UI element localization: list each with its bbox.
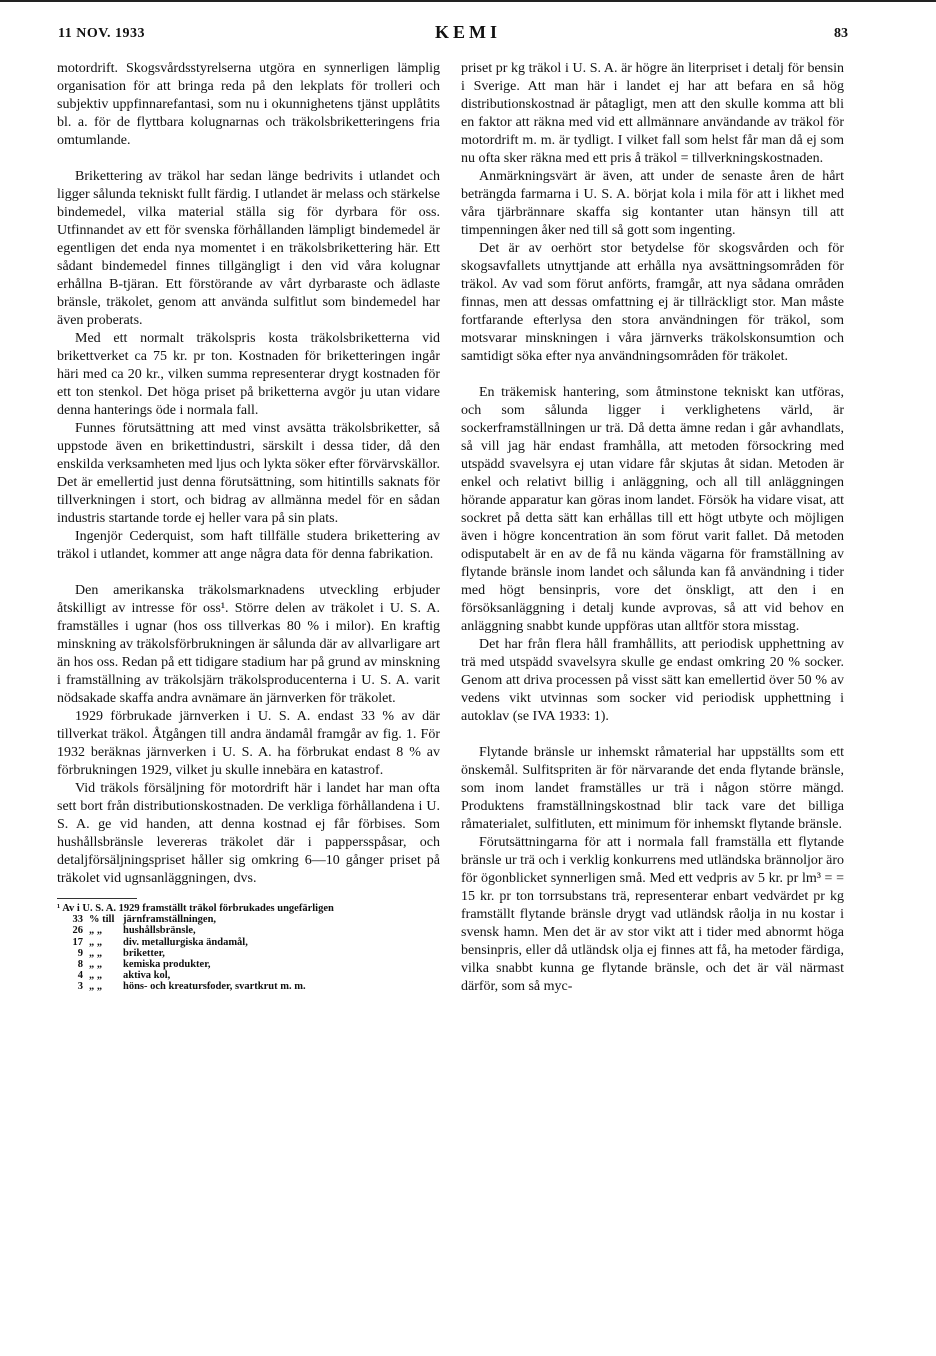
footnote-row: 26 „ „ hushållsbränsle,: [72, 925, 196, 937]
paragraph: Förutsättningarna för att i normala fall framställa ett flytande bränsle ur trä och i verklig konkurrens med utländska brännoljor äro för ögonblicket synnerligen små. Med ett vedpris av 5 kr. pr lm³ = = 15 kr. pr ton torrsubstans trä, representerar enbart vedvärdet pr kg framställt flytande bränsle drygt vad utländsk råolja in nu kostar i svensk hamn. Men det är av stor vikt att i tider med abnormt höga bensinpris, eller då utländsk olja ej finnes att få, ha metoder färdiga, vilka snabbt kunna ge flytande bränsle, och det är väl närmast därför, som så myc-: [461, 835, 844, 994]
footnote-list: [57, 914, 440, 992]
paragraph: priset pr kg träkol i U. S. A. är högre än literpriset i detalj för bensin i Sverige. Att man här i landet ej har att befara en så hög distributionskostnad är påtagligt, men att den skulle komma att bli en faktor att räkna med vid ett allmännare användande av träkol för motordrift m. m. är tydligt. I vilket fall som helst får man då ej som nu ofta sker räkna med ett pris å träkol = tillverkningskostnaden.: [461, 61, 844, 166]
footnote-intro: ¹ Av i U. S. A. 1929 framställt träkol förbrukades ungefärligen: [57, 903, 334, 914]
paragraph: Det har från flera håll framhållits, att periodisk upphettning av trä med utspädd svavelsyra skulle ge endast omkring 20 % socker. Genom att driva processen på visst sätt kan emellertid över 50 % av vedens vikt utvinnas som socker vid periodisk upphettning i autoklav (se IVA 1933: 1).: [461, 637, 844, 724]
paragraph: Funnes förutsättning att med vinst avsätta träkolsbriketter, så uppstode även en brikettindustri, särskilt i dessa tider, då den enskilda verksamheten med ljus och lykta söker efter förvärvskällor. Det är emellertid just denna förutsättning, som hitintills saknats för tillverkningen i stort, och bidrag av allmänna medel för en sådan industris startande torde ej heller vara på sin plats.: [57, 421, 440, 526]
paragraph: Anmärkningsvärt är även, att under de senaste åren de hårt beträngda farmarna i U. S. A. börjat kola i mila för att i likhet med våra tjärbrännare skaffa sig kontanter utan hänsyn till att timpenningen åker ned till så gott som ingenting.: [461, 169, 844, 238]
page-number: 83: [834, 26, 848, 41]
paragraph: Med ett normalt träkolspris kosta träkolsbriketterna vid brikettverket ca 75 kr. pr ton. Kostnaden för briketteringen ingår häri med ca 20 kr., vilken summa representerar drygt kostnaden för ett ton stenkol. Det höga priset på briketterna avgör ju utan vidare denna hanterings öde i normala fall.: [57, 331, 440, 418]
page-header: [0, 20, 936, 46]
paragraph: Den amerikanska träkolsmarknadens utveckling erbjuder åtskilligt av intresse för oss¹. Större delen av träkolet i U. S. A. framställes i ugnar (hos oss tillverkas 80 % i milor). En kraftig minskning av träkolsförbrukningen är sålunda där av allvarligare art än hos oss. Redan på ett tidigare stadium har på grund av minskning i framställning av träkolsjärn träkolsproducenterna i U. S. A. varit nödsakade skaffa andra avnämare än järnverken för träkolet.: [57, 583, 440, 706]
left-column: [57, 60, 440, 993]
footnote-row: 4 „ „ aktiva kol,: [77, 970, 171, 982]
footnote-row: 8 „ „ kemiska produkter,: [77, 959, 211, 971]
paragraph: En träkemisk hantering, som åtminstone tekniskt kan utföras, och som sålunda ligger i verklighetens värld, är sockerframställningen ur trä. Då detta ämne redan i går avhandlats, så vill jag här endast framhålla, att metoden försockring med utspädd svavelsyra ej utan vidare får skjutas åt sidan. Metoden är enkel och relativt billig i anläggning, och all till anläggningen hörande apparatur kan göras inom landet. Försök ha vidare visat, att sockret på detta sätt kan erhållas till ett högt utbyte och möjligen även i högre koncentration än som förut varit fallet. Då metoden odisputabelt är en av de få nu kända vägarna för framställning av flytande bränsle inom landet och sålunda kan få användning i tider med högt bensinpris, vore det önskligt, att den i en försöksanläggning i detalj kunde avprovas, så att vid behov en anläggning snabbt kunde uppföras utan alltför stora misstag.: [461, 385, 844, 634]
footnote-row: 3 „ „ höns- och kreatursfoder, svartkrut m. m.: [77, 981, 306, 993]
paragraph: Vid träkols försäljning för motordrift här i landet har man ofta sett bort från distributionskostnaden. De verkliga förhållandena i U. S. A. ge vid handen, att denna kostnad ej får förbises. Som hushållsbränsle levereras träkolet där i pappersspåsar, och detaljförsäljningspriset håller sig omkring 6—10 gånger priset på träkolet vid ugnsanläggningen, dvs.: [57, 781, 440, 886]
paragraph: Flytande bränsle ur inhemskt råmaterial har uppställts som ett önskemål. Sulfitspriten är för närvarande det enda flytande bränsle, som inom landet framställes ur trä i någon större mängd. Produktens framställningskostnad blir tack vare det billiga råmaterialet, sulfitluten, ett minimum för inhemskt flytande bränsle.: [461, 745, 844, 832]
footnote-row: 9 „ „ briketter,: [77, 947, 165, 959]
paragraph: Det är av oerhört stor betydelse för skogsvården och för skogsavfallets utnyttjande att erhålla nya avsättningsområden för träkol. Av vad som förut anförts, framgår, att nya sådana områden finnas, men att dessas omfattning ej är tillräckligt stor. Man måste fortfarande efterlysa den stora användningen för träkol, som motsvarar minskningen i våra järnverks träkolskonsumtion och samtidigt söka efter nya användningsområden för träkolet.: [461, 241, 844, 364]
footnote-row: 33 % till järnframställningen,: [72, 914, 217, 926]
top-rule: [0, 0, 936, 2]
paragraph: Brikettering av träkol har sedan länge bedrivits i utlandet och ligger sålunda tekniskt fullt färdig. I utlandet är melass och stärkelse bindemedel, vilka material ställa sig för dyrbara för oss. Utfinnandet av ett för svenska förhållanden lämpligt bindemedel är egentligen det enda nya momentet i en träkolsbrikettering här. Ett sådant bindemedel finnes tillgängligt i den vid våra kolugnar erhållna B-tjäran. Ett förstörande av vårt dyrbaraste och ädlaste bränsle, träkolet, genom att använda sulfitlut som bindemedel har även proberats.: [57, 169, 440, 328]
issue-date: 11 NOV. 1933: [58, 26, 146, 41]
journal-title: KEMI: [434, 22, 501, 42]
footnote-row: 17 „ „ div. metallurgiska ändamål,: [72, 936, 248, 948]
footnote-rule: [57, 898, 137, 899]
paragraph: motordrift. Skogsvårdsstyrelserna utgöra en synnerligen lämplig organisation för att bringa reda på den lekplats för trolleri och subjektiv uppfinnarefantasi, som nu i okunnighetens tjänst upplåtits bl. a. för de flyttbara kolugnarnas och träkolsbriketteringens fria omtumlande.: [57, 61, 440, 148]
paragraph: 1929 förbrukade järnverken i U. S. A. endast 33 % av där tillverkat träkol. Åtgången till andra ändamål framgår av fig. 1. För 1932 beräknas järnverken i U. S. A. ha förbrukat endast 8 % av förbrukningen 1929, vilket ju skulle innebära en katastrof.: [57, 709, 440, 778]
right-column: [461, 60, 844, 996]
paragraph: Ingenjör Cederquist, som haft tillfälle studera brikettering av träkol i utlandet, kommer att ange några data för denna fabrikation.: [57, 529, 440, 562]
